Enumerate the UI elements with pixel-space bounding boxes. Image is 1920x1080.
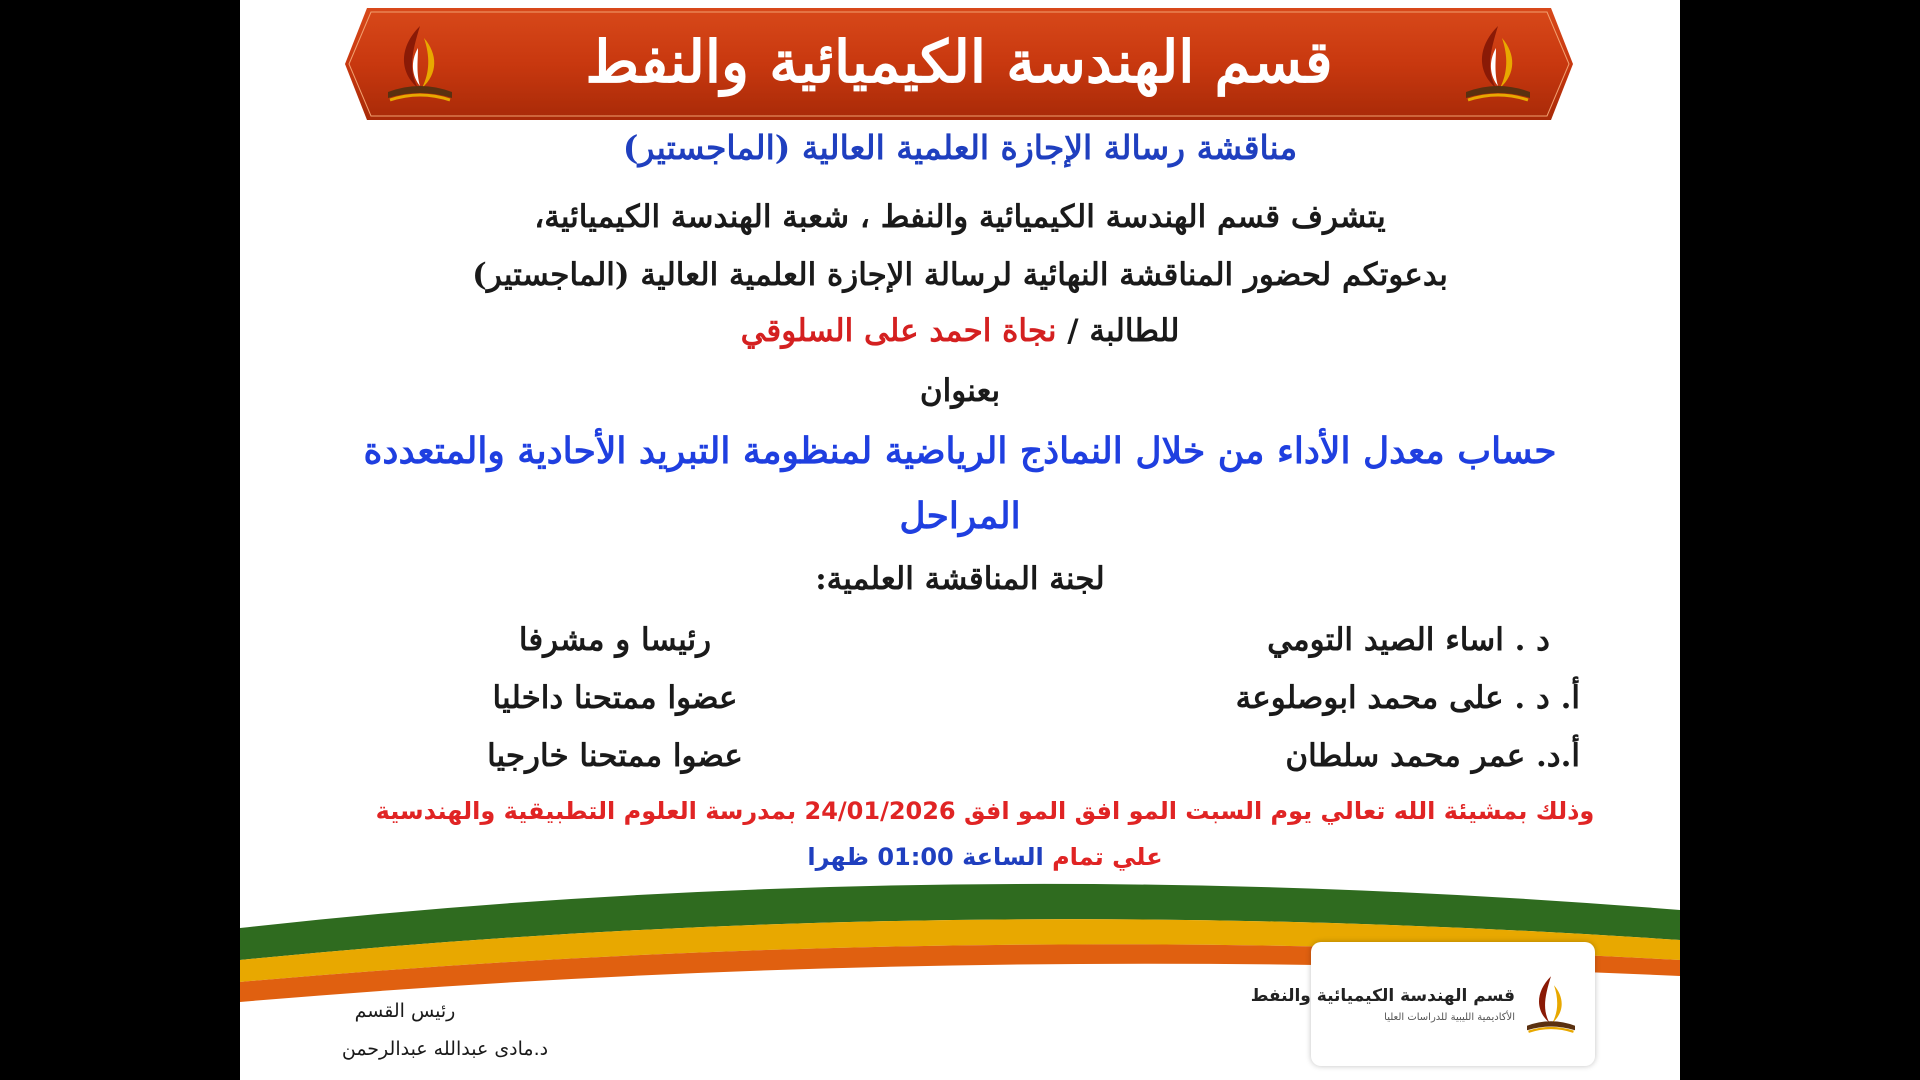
department-logo-card <box>1250 942 1595 1066</box>
schedule-line-1: وذلك بمشيئة الله تعالي يوم السبت المو افق المو افق 24/01/2026 بمدرسة العلوم التطبيقية والهندسية <box>375 797 1595 825</box>
student-prefix: للطالبة / <box>1067 313 1180 349</box>
schedule-time: الساعة 01:00 ظهرا <box>807 843 1044 871</box>
subtitle: مناقشة رسالة الإجازة العلمية العالية (الماجستير) <box>622 128 1298 167</box>
student-name: نجاة احمد على السلوقي <box>740 313 1057 349</box>
thesis-title-line-2: المراحل <box>899 495 1021 537</box>
department-head-name: د.مادى عبدالله عبدالرحمن <box>341 1038 549 1060</box>
member-role-internal: عضوا ممتحنا داخليا <box>492 680 738 716</box>
flame-book-logo-icon <box>1458 18 1538 108</box>
committee-title: لجنة المناقشة العلمية: <box>815 561 1105 597</box>
flame-book-logo-icon <box>1521 964 1581 1044</box>
titled-label: بعنوان <box>919 373 1001 409</box>
member-role-external: عضوا ممتحنا خارجيا <box>487 738 743 774</box>
schedule-line-2 <box>340 843 1630 871</box>
thesis-title-line-1: حساب معدل الأداء من خلال النماذج الرياضية لمنظومة التبريد الأحادية والمتعددة <box>363 430 1557 472</box>
member-name-internal: أ. د . على محمد ابوصلوعة <box>1235 680 1580 716</box>
member-name-chair: د . اساء الصيد التومي <box>1267 622 1550 658</box>
member-role-chair: رئيسا و مشرفا <box>518 622 712 658</box>
banner-title: قسم الهندسة الكيميائية والنفط <box>585 28 1333 96</box>
department-head-title: رئيس القسم <box>354 1000 456 1022</box>
schedule-prefix: علي تمام <box>1052 843 1163 871</box>
student-line <box>240 313 1680 349</box>
invitation-line-2: بدعوتكم لحضور المناقشة النهائية لرسالة الإجازة العلمية العالية (الماجستير) <box>472 257 1448 293</box>
slide <box>240 0 1680 1080</box>
logo-department-name: قسم الهندسة الكيميائية والنفط <box>1250 986 1515 1006</box>
logo-academy-name: الأكاديمية الليبية للدراسات العليا <box>1384 1012 1515 1023</box>
title-banner <box>345 8 1573 120</box>
invitation-line-1: يتشرف قسم الهندسة الكيميائية والنفط ، شعبة الهندسة الكيميائية، <box>534 199 1386 235</box>
member-name-external: أ.د. عمر محمد سلطان <box>1285 738 1580 774</box>
